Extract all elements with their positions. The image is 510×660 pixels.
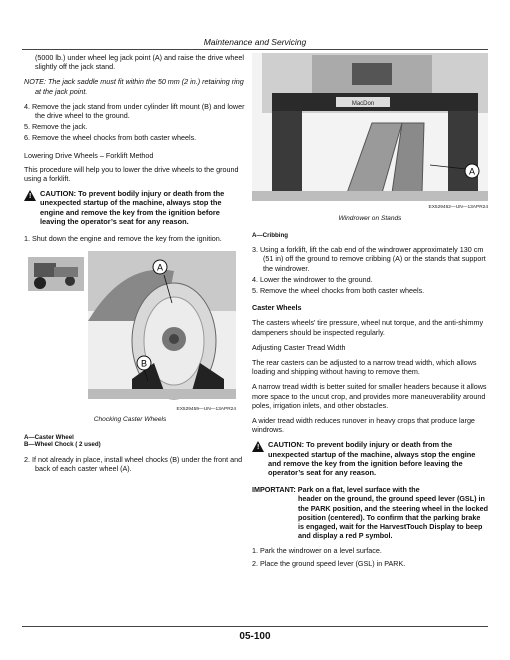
caster-wheels-heading: Caster Wheels: [252, 303, 302, 313]
right-column: [252, 53, 488, 570]
step-2: 2. If not already in place, install wheel chocks (B) under the front and back of each caster wheel (A).: [24, 455, 243, 474]
step-1: 1. Shut down the engine and remove the key from the ignition.: [24, 234, 222, 244]
figure-stands: [252, 53, 488, 224]
adjust-para-3: A wider tread width reduces runover in heavy crops that produce large windrows.: [252, 416, 475, 435]
caster-wheels-text: The casters wheels’ tire pressure, wheel nut torque, and the anti-shimmy dampeners should be inspected regularly.: [252, 318, 484, 337]
caution-block-right: [252, 440, 488, 477]
adjusting-heading: Adjusting Caster Tread Width: [252, 342, 346, 352]
step-5: 5. Remove the jack.: [24, 122, 88, 132]
important-block: [252, 485, 488, 540]
callout-b: B: [140, 358, 148, 369]
figure-caption-right: Windrower on Stands: [338, 215, 402, 223]
legend-b: B—Wheel Chock ( 2 used): [24, 441, 101, 449]
important-lead: IMPORTANT: Park on a flat, level surface with the: [252, 485, 420, 495]
step-6: 6. Remove the wheel chocks from both caster wheels.: [24, 133, 197, 143]
brand-label: MacDon: [351, 101, 375, 107]
windrower-illustration: [252, 53, 488, 201]
page-number: 05-100: [239, 631, 271, 642]
final-step-2: 2. Place the ground speed lever (GSL) in PARK.: [252, 558, 406, 568]
figure-ref-right: EX529462—UN—13APR24: [428, 205, 488, 211]
continued-text: (5000 lb.) under wheel leg jack point (A) and raise the drive wheel slightly off the jack stand.: [35, 53, 244, 72]
step-4-right: 4. Lower the windrower to the ground.: [252, 274, 373, 284]
adjust-para-1: The rear casters can be adjusted to a narrow tread width, which allows loading and shipping without having to remove them.: [252, 358, 477, 377]
footer-rule: [22, 626, 488, 627]
caution-text-right: CAUTION: To prevent bodily injury or death from the unexpected startup of the machine, always stop the engine and remove the key from the ignition before leaving the operator’s seat for any reason.: [268, 440, 476, 478]
warning-icon: !: [24, 190, 36, 201]
caster-wheel-illustration: [24, 251, 236, 403]
step-3: 3. Using a forklift, lift the cab end of the windrower approximately 130 cm (51 in) off the ground to remove cribbing (A) or the stands that support the windrower.: [252, 245, 486, 273]
section-heading: Lowering Drive Wheels – Forklift Method: [24, 150, 154, 160]
figure-legend-right: A—Cribbing: [252, 231, 289, 239]
callout-a-right: A: [468, 166, 476, 177]
important-text: header on the ground, the ground speed lever (GSL) in the PARK position, and the steering wheel in the locked position (centered). To confirm that the parking brake is engaged, wait for the HarvestTouch Display to beep and display a red P symbol.: [298, 494, 488, 541]
final-step-1: 1. Park the windrower on a level surface.: [252, 546, 382, 556]
step-5-right: 5. Remove the wheel chocks from both caster wheels.: [252, 286, 425, 296]
figure-ref: EX529459—UN—13APR24: [176, 407, 236, 413]
caution-text: CAUTION: To prevent bodily injury or death from the unexpected startup of the machine, always stop the engine and remove the key from the ignition before leaving the operator’s seat for any reason.: [40, 189, 225, 226]
callout-a: A: [156, 262, 164, 273]
adjust-para-2: A narrow tread width is better suited for smaller headers because it allows more space to the uncut crop, and provides more maneuverability around poles, irrigation inlets, and other obstacles.: [252, 382, 487, 410]
legend-a: A—Caster Wheel: [24, 433, 74, 441]
intro-text: This procedure will help you to lower the drive wheels to the ground using a forklift.: [24, 164, 239, 184]
caution-block: [24, 189, 246, 226]
figure-chocking: [24, 251, 236, 424]
figure-legend: [24, 434, 246, 449]
figure-caption: Chocking Caster Wheels: [93, 415, 167, 423]
step-4: 4. Remove the jack stand from under cylinder lift mount (B) and lower the drive wheel to the ground.: [24, 101, 245, 121]
note: NOTE: The jack saddle must fit within the 50 mm (2 in.) retaining ring at the jack point.: [24, 77, 244, 96]
warning-icon: !: [252, 441, 264, 452]
header-rule: [22, 49, 488, 50]
page-header: Maintenance and Servicing: [203, 37, 307, 47]
left-column: [24, 53, 246, 475]
